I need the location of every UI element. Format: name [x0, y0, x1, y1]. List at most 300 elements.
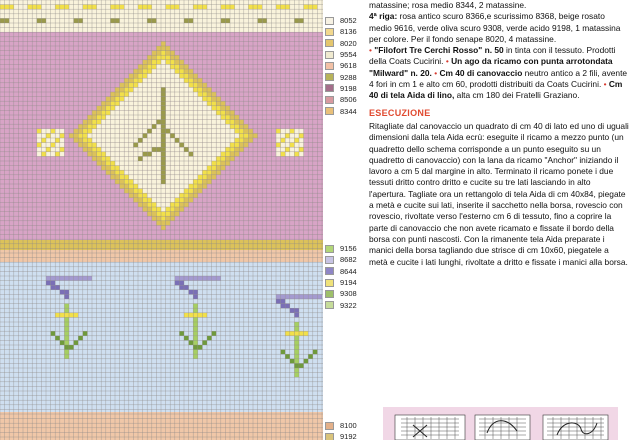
stitch-cell — [161, 138, 166, 143]
stitch-cell — [239, 143, 244, 148]
stitch-cell — [225, 124, 230, 129]
stitch-cell — [225, 143, 230, 148]
stitch-cell — [166, 120, 171, 125]
stitch-cell — [147, 189, 152, 194]
stitch-cell — [129, 184, 134, 189]
stitch-cell — [258, 5, 263, 10]
stitch-cell — [37, 133, 42, 138]
stitch-cell — [212, 143, 217, 148]
stitch-cell — [166, 221, 171, 226]
stitch-cell — [166, 106, 171, 111]
stitch-cell — [202, 133, 207, 138]
stitch-cell — [41, 152, 46, 157]
stitch-cell — [258, 18, 263, 23]
stitch-cell — [170, 101, 175, 106]
stitch-cell — [152, 189, 157, 194]
stitch-cell — [133, 170, 138, 175]
stitch-cell — [37, 18, 42, 23]
stitch-cell — [129, 83, 134, 88]
stitch-cell — [120, 166, 125, 171]
stitch-cell — [120, 97, 125, 102]
stitch-cell — [115, 166, 120, 171]
stitch-cell — [193, 129, 198, 134]
stitch-cell — [166, 60, 171, 65]
stitch-cell — [184, 198, 189, 203]
stitch-cell — [129, 129, 134, 134]
stitch-cell — [143, 78, 148, 83]
stitch-cell — [115, 120, 120, 125]
stitch-cell — [166, 207, 171, 212]
stitch-cell — [175, 161, 180, 166]
stitch-cell — [147, 175, 152, 180]
stitch-cell — [202, 161, 207, 166]
stitch-cell — [133, 124, 138, 129]
stitch-cell — [285, 138, 290, 143]
stitch-cell — [110, 147, 115, 152]
color-swatch — [325, 245, 334, 253]
stitch-cell — [179, 60, 184, 65]
stitch-cell — [202, 313, 207, 318]
stitch-cell — [193, 143, 198, 148]
color-swatch — [325, 422, 334, 430]
stitch-cell — [97, 138, 102, 143]
stitch-cell — [152, 184, 157, 189]
stitch-cell — [124, 92, 129, 97]
stitch-cell — [133, 110, 138, 115]
stitch-cell — [184, 97, 189, 102]
stitch-cell — [198, 161, 203, 166]
color-swatch — [325, 62, 334, 70]
stitch-cell — [41, 147, 46, 152]
stitch-cell — [166, 92, 171, 97]
stitch-cell — [115, 129, 120, 134]
stitch-cell — [51, 281, 56, 286]
stitch-cell — [124, 120, 129, 125]
stitch-cell — [161, 221, 166, 226]
stitch-cell — [138, 120, 143, 125]
aida-title: Cm 40 di tela Aida di lino, — [369, 79, 623, 101]
stitch-cell — [147, 60, 152, 65]
stitch-cell — [87, 147, 92, 152]
stitch-cell — [64, 322, 69, 327]
stitch-cell — [152, 55, 157, 60]
stitch-cell — [152, 92, 157, 97]
stitch-cell — [276, 133, 281, 138]
stitch-cell — [179, 87, 184, 92]
stitch-cell — [198, 115, 203, 120]
stitch-cell — [193, 340, 198, 345]
stitch-cell — [120, 179, 125, 184]
thread-code: 8020 — [340, 38, 357, 48]
stitch-cell — [83, 124, 88, 129]
stitch-cell — [212, 129, 217, 134]
stitch-cell — [143, 115, 148, 120]
stitch-cell — [152, 115, 157, 120]
thread-code: 8100 — [340, 421, 357, 431]
stitch-cell — [189, 133, 194, 138]
stitch-cell — [193, 101, 198, 106]
stitch-cell — [110, 129, 115, 134]
stitch-cell — [239, 138, 244, 143]
stitch-cell — [193, 83, 198, 88]
stitch-cell — [138, 179, 143, 184]
stitch-cell — [179, 69, 184, 74]
stitch-cell — [78, 276, 83, 281]
stitch-cell — [294, 313, 299, 318]
stitch-cell — [129, 115, 134, 120]
stitch-cell — [115, 5, 120, 10]
diagram-middle — [475, 415, 530, 440]
stitch-cell — [166, 138, 171, 143]
stitch-cell — [198, 129, 203, 134]
stitch-cell — [97, 110, 102, 115]
stitch-cell — [55, 152, 60, 157]
stitch-cell — [110, 175, 115, 180]
stitch-cell — [156, 101, 161, 106]
stitch-cell — [170, 175, 175, 180]
stitch-cell — [133, 120, 138, 125]
stitch-cell — [106, 97, 111, 102]
stitch-cell — [120, 175, 125, 180]
stitch-cell — [212, 120, 217, 125]
stitch-cell — [313, 294, 318, 299]
color-swatch — [325, 433, 334, 440]
stitch-cell — [115, 156, 120, 161]
stitch-cell — [110, 161, 115, 166]
stitch-cell — [294, 340, 299, 345]
stitch-cell — [299, 147, 304, 152]
stitch-cell — [304, 359, 309, 364]
stitch-cell — [175, 276, 180, 281]
stitch-cell — [161, 166, 166, 171]
stitch-cell — [230, 143, 235, 148]
stitch-cell — [147, 92, 152, 97]
stitch-cell — [83, 120, 88, 125]
stitch-cell — [299, 143, 304, 148]
stitch-cell — [294, 368, 299, 373]
bullet: • — [445, 56, 449, 67]
stitch-cell — [294, 152, 299, 157]
stitch-cell — [124, 133, 129, 138]
stitch-cell — [129, 133, 134, 138]
stitch-cell — [216, 120, 221, 125]
stitch-cell — [138, 138, 143, 143]
stitch-cell — [120, 83, 125, 88]
stitch-cell — [221, 138, 226, 143]
stitch-cell — [189, 92, 194, 97]
stitch-cell — [60, 143, 65, 148]
stitch-cell — [106, 129, 111, 134]
stitch-cell — [161, 179, 166, 184]
stitch-cell — [179, 64, 184, 69]
stitch-cell — [170, 5, 175, 10]
stitch-cell — [115, 147, 120, 152]
stitch-cell — [46, 143, 51, 148]
stitch-cell — [198, 97, 203, 102]
stitch-cell — [202, 101, 207, 106]
stitch-cell — [175, 281, 180, 286]
stitch-cell — [207, 106, 212, 111]
stitch-cell — [138, 69, 143, 74]
stitch-cell — [184, 152, 189, 157]
stitch-cell — [143, 147, 148, 152]
stitch-cell — [290, 308, 295, 313]
stitch-cell — [189, 120, 194, 125]
stitch-cell — [133, 69, 138, 74]
stitch-cell — [198, 147, 203, 152]
stitch-cell — [239, 147, 244, 152]
stitch-cell — [170, 60, 175, 65]
stitch-cell — [55, 276, 60, 281]
stitch-cell — [55, 147, 60, 152]
stitch-cell — [235, 138, 240, 143]
stitch-cell — [138, 97, 143, 102]
stitch-cell — [207, 161, 212, 166]
stitch-cell — [202, 184, 207, 189]
stitch-cell — [235, 133, 240, 138]
stitch-cell — [138, 133, 143, 138]
stitch-cell — [161, 216, 166, 221]
stitch-cell — [5, 5, 10, 10]
stitch-cell — [92, 152, 97, 157]
stitch-cell — [166, 51, 171, 56]
stitch-cell — [175, 152, 180, 157]
stitch-cell — [152, 18, 157, 23]
stitch-cell — [202, 166, 207, 171]
stitch-cell — [281, 133, 286, 138]
stitch-cell — [225, 106, 230, 111]
stitch-cell — [147, 78, 152, 83]
stitch-cell — [248, 5, 253, 10]
stitch-cell — [143, 138, 148, 143]
stitch-cell — [189, 101, 194, 106]
stitch-cell — [299, 133, 304, 138]
stitch-cell — [202, 5, 207, 10]
stitch-cell — [161, 51, 166, 56]
stitch-cell — [138, 170, 143, 175]
stitch-cell — [212, 106, 217, 111]
stitch-cell — [152, 166, 157, 171]
stitch-cell — [179, 83, 184, 88]
stitch-cell — [46, 129, 51, 134]
stitch-cell — [207, 170, 212, 175]
stitch-cell — [147, 97, 152, 102]
stitch-cell — [156, 115, 161, 120]
stitch-cell — [253, 133, 258, 138]
stitch-cell — [156, 202, 161, 207]
stitch-cell — [166, 133, 171, 138]
stitch-cell — [207, 120, 212, 125]
stitch-cell — [189, 74, 194, 79]
stitch-cell — [184, 101, 189, 106]
stitch-cell — [189, 78, 194, 83]
stitch-cell — [101, 147, 106, 152]
stitch-cell — [152, 106, 157, 111]
stitch-cell — [87, 129, 92, 134]
stitch-cell — [147, 179, 152, 184]
stitch-cell — [179, 133, 184, 138]
stitch-cell — [189, 290, 194, 295]
stitch-cell — [193, 276, 198, 281]
stitch-cell — [152, 60, 157, 65]
stitch-cell — [143, 92, 148, 97]
stitch-cell — [198, 175, 203, 180]
stitch-cell — [152, 133, 157, 138]
stitch-cell — [235, 129, 240, 134]
stitch-cell — [147, 87, 152, 92]
stitch-cell — [184, 120, 189, 125]
stitch-cell — [161, 152, 166, 157]
stitch-cell — [51, 147, 56, 152]
stitch-cell — [166, 216, 171, 221]
stitch-cell — [216, 110, 221, 115]
stitch-cell — [120, 129, 125, 134]
stitch-cell — [175, 124, 180, 129]
stitch-cell — [184, 129, 189, 134]
stitch-cell — [166, 179, 171, 184]
stitch-cell — [133, 193, 138, 198]
stitch-cell — [198, 133, 203, 138]
stitch-cell — [147, 166, 152, 171]
stitch-cell — [189, 83, 194, 88]
stitch-cell — [166, 147, 171, 152]
stitch-cell — [179, 138, 184, 143]
stitch-cell — [216, 156, 221, 161]
stitch-cell — [143, 189, 148, 194]
stitch-cell — [230, 156, 235, 161]
stitch-cell — [230, 5, 235, 10]
stitch-cell — [97, 115, 102, 120]
stitch-cell — [129, 175, 134, 180]
stitch-cell — [212, 101, 217, 106]
stitch-cell — [138, 198, 143, 203]
stitch-cell — [179, 198, 184, 203]
stitch-cell — [115, 143, 120, 148]
stitch-cell — [193, 193, 198, 198]
stitch-cell — [235, 143, 240, 148]
stitch-cell — [97, 133, 102, 138]
stitch-cell — [207, 138, 212, 143]
stitch-cell — [225, 110, 230, 115]
stitch-cell — [317, 294, 322, 299]
stitch-cell — [37, 5, 42, 10]
stitch-cell — [97, 143, 102, 148]
stitch-cell — [115, 106, 120, 111]
stitch-cell — [170, 152, 175, 157]
stitch-cell — [184, 179, 189, 184]
stitch-cell — [161, 120, 166, 125]
stitch-cell — [55, 285, 60, 290]
stitch-cell — [87, 133, 92, 138]
stitch-cell — [161, 207, 166, 212]
stitch-cell — [175, 97, 180, 102]
riga4-label: 4ª riga: — [369, 11, 398, 22]
stitch-cell — [97, 106, 102, 111]
stitch-cell — [175, 175, 180, 180]
stitch-cell — [276, 5, 281, 10]
stitch-cell — [124, 138, 129, 143]
stitch-cell — [156, 133, 161, 138]
stitch-cell — [106, 101, 111, 106]
stitch-cell — [221, 110, 226, 115]
stitch-cell — [184, 110, 189, 115]
stitch-cell — [184, 170, 189, 175]
stitch-cell — [285, 331, 290, 336]
stitch-cell — [124, 175, 129, 180]
stitch-cell — [101, 110, 106, 115]
stitch-cell — [285, 133, 290, 138]
stitch-cell — [124, 189, 129, 194]
stitch-cell — [216, 115, 221, 120]
stitch-cell — [216, 143, 221, 148]
stitch-cell — [60, 129, 65, 134]
stitch-cell — [115, 152, 120, 157]
stitch-cell — [55, 138, 60, 143]
stitch-cell — [60, 340, 65, 345]
stitch-cell — [152, 161, 157, 166]
stitch-cell — [138, 156, 143, 161]
aida-body: alta cm 180 dei Fratelli Graziano. — [454, 90, 580, 101]
line-matassine: matassine; rosa medio 8344, 2 matassine. — [369, 0, 527, 10]
stitch-cell — [193, 161, 198, 166]
stitch-cell — [46, 147, 51, 152]
stitch-cell — [216, 129, 221, 134]
stitch-cell — [179, 110, 184, 115]
stitch-cell — [216, 133, 221, 138]
stitch-cell — [248, 133, 253, 138]
stitch-cell — [129, 74, 134, 79]
stitch-cell — [170, 97, 175, 102]
stitch-cell — [179, 115, 184, 120]
stitch-cell — [225, 138, 230, 143]
stitch-cell — [193, 87, 198, 92]
stitch-cell — [281, 147, 286, 152]
stitch-cell — [143, 133, 148, 138]
stitch-cell — [184, 18, 189, 23]
stitch-cell — [193, 78, 198, 83]
stitch-cell — [230, 152, 235, 157]
stitch-cell — [175, 64, 180, 69]
color-key-last — [325, 420, 385, 440]
stitch-cell — [294, 138, 299, 143]
stitch-cell — [290, 129, 295, 134]
stitch-cell — [221, 161, 226, 166]
band-bottom-edge — [0, 412, 323, 440]
stitch-cell — [281, 294, 286, 299]
stitch-cell — [189, 161, 194, 166]
stitch-cell — [189, 179, 194, 184]
stitch-cell — [175, 198, 180, 203]
stitch-cell — [60, 5, 65, 10]
stitch-cell — [308, 5, 313, 10]
stitch-cell — [294, 363, 299, 368]
stitch-cell — [83, 133, 88, 138]
stitch-cell — [156, 161, 161, 166]
stitch-cell — [230, 124, 235, 129]
stitch-cell — [281, 299, 286, 304]
stitch-cell — [161, 74, 166, 79]
stitch-cell — [166, 166, 171, 171]
stitch-cell — [193, 74, 198, 79]
stitch-cell — [198, 87, 203, 92]
stitch-cell — [74, 129, 79, 134]
color-swatch — [325, 279, 334, 287]
stitch-cell — [161, 83, 166, 88]
stitch-cell — [184, 184, 189, 189]
stitch-cell — [69, 345, 74, 350]
stitch-cell — [212, 110, 217, 115]
stitch-cell — [170, 189, 175, 194]
